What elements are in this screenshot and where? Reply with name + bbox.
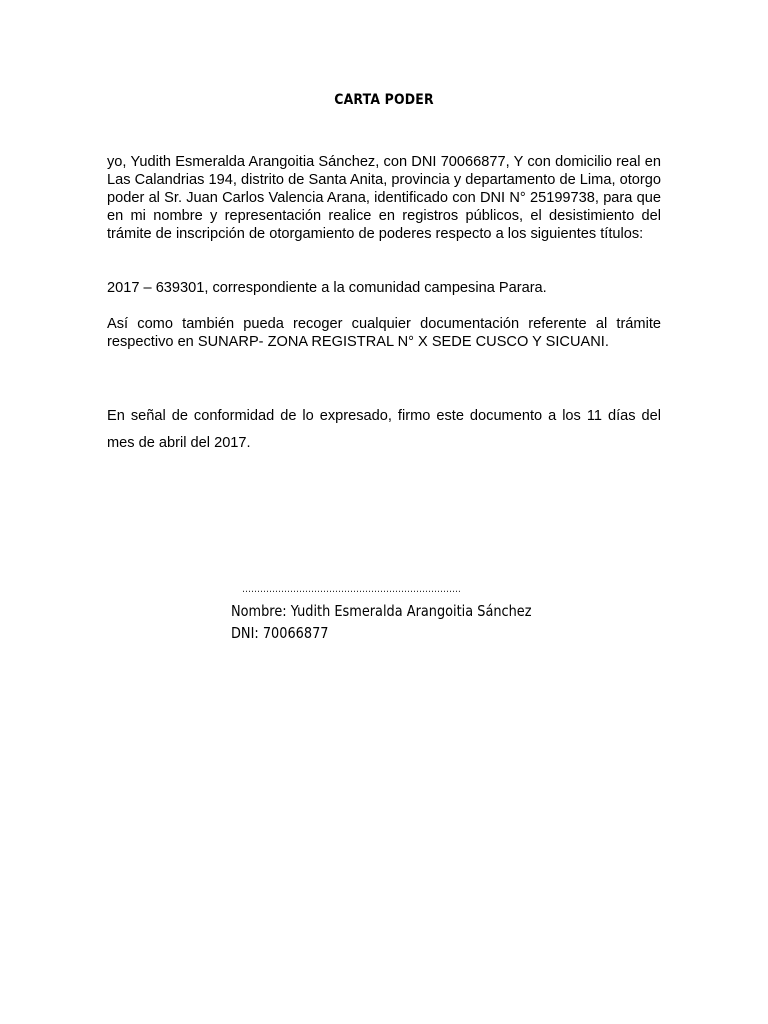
paragraph-documentation: Así como también pueda recoger cualquier documentación referente al trámite respectivo en SUNARP- ZONA REGISTRAL N° X SEDE CUSCO Y SICUANI. bbox=[107, 316, 661, 350]
signature-line: ………………………………………………………………. bbox=[242, 584, 461, 595]
signature-dni: DNI: 70066877 bbox=[231, 624, 329, 642]
document-title: CARTA PODER bbox=[334, 92, 434, 108]
signature-name: Nombre: Yudith Esmeralda Arangoitia Sánchez bbox=[231, 602, 532, 620]
paragraph-grant: yo, Yudith Esmeralda Arangoitia Sánchez, con DNI 70066877, Y con domicilio real en Las Calandrias 194, distrito de Santa Anita, provincia y departamento de Lima, otorgo poder al Sr. Juan Carlos Valencia Arana, identificado con DNI N° 25199738, para que en mi nombre y representación realice en registros públicos, el desistimiento del trámite de inscripción de otorgamiento de poderes respecto a los siguientes títulos: bbox=[107, 154, 661, 242]
paragraph-conformity: En señal de conformidad de lo expresado, firmo este documento a los 11 días del mes de abril del 2017. bbox=[107, 408, 661, 451]
paragraph-title-number: 2017 – 639301, correspondiente a la comunidad campesina Parara. bbox=[107, 280, 547, 296]
